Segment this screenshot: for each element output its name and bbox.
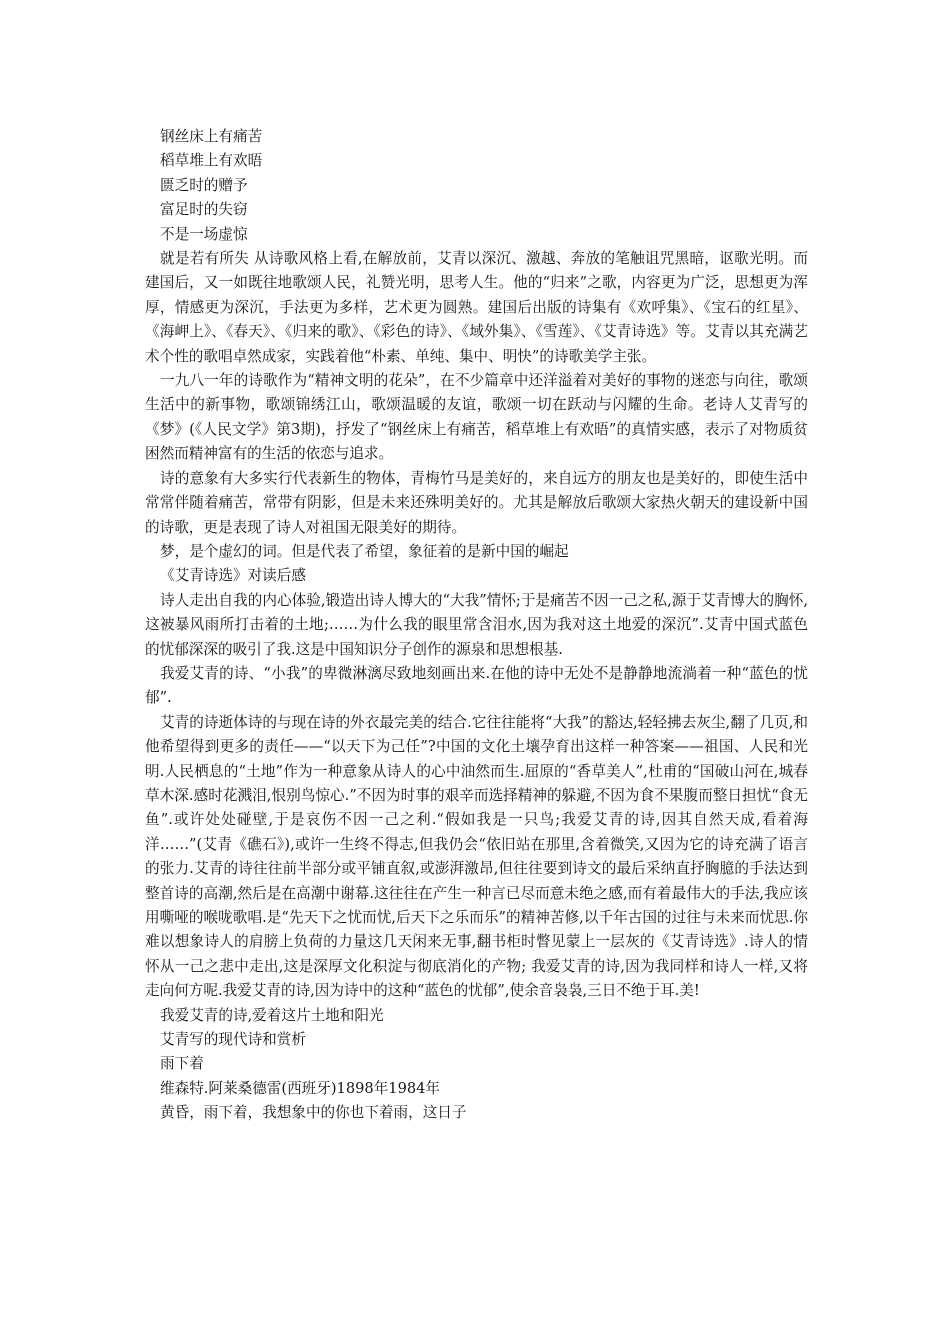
section-title-review: 《艾青诗选》对读后感: [160, 567, 306, 585]
paragraph-small-self: 我爱艾青的诗、“小我”的卑微淋漓尽致地刻画出来.在他的诗中无处不是静静地流淌着一种“蓝色的忧郁”.: [145, 664, 808, 707]
section-title-modern-poems: 艾青写的现代诗和赏析: [160, 1031, 306, 1049]
paragraph-1981: 一九八一年的诗歌作为“精神文明的花朵”，在不少篇章中还洋溢着对美好的事物的迷恋与向往，歌颂生活中的新事物，歌颂锦绣江山，歌颂温暖的友谊，歌颂一切在跃动与闪耀的生命。老诗人艾青写的《梦》(《人民文学》第3期)，抒发了“钢丝床上有痛苦，稻草堆上有欢晤”的真情实感，表示了对物质贫困然而精神富有的生活的依恋与追求。: [145, 372, 808, 463]
poem-line: 匮乏时的赠予: [160, 176, 248, 194]
poem-line: 稻草堆上有欢晤: [160, 152, 263, 170]
document-page: [145, 125, 808, 1126]
poem-line: 钢丝床上有痛苦: [160, 128, 263, 145]
closing-line: 我爱艾青的诗,爱着这片土地和阳光: [160, 1006, 384, 1024]
paragraph-style: 就是若有所失 从诗歌风格上看,在解放前，艾青以深沉、激越、奔放的笔触诅咒黑暗，讴歌光明。而建国后，又一如既往地歌颂人民，礼赞光明，思考人生。他的“归来”之歌，内容更为广泛，思想更为浑厚，情感更为深沉，手法更为多样，艺术更为圆熟。建国后出版的诗集有《欢呼集》、《宝石的红星》、《海岬上》、《春天》、《归来的歌》、《彩色的诗》、《域外集》、《雪莲》、《艾青诗选》等。艾青以其充满艺术个性的歌唱卓然成家，实践着他“朴素、单纯、集中、明快”的诗歌美学主张。: [145, 250, 808, 365]
poem-line: 富足时的失窃: [160, 201, 248, 219]
paragraph-long-essay: 艾青的诗逝体诗的与现在诗的外衣最完美的结合.它往往能将“大我”的豁达,轻轻拂去灰尘,翻了几页,和他希望得到更多的责任——“以天下为己任”?中国的文化土壤孕育出这样一种答案——祖国、人民和光明.人民栖息的“土地”作为一种意象从诗人的心中油然而生.屈原的“香草美人”,杜甫的“国破山河在,城春草木深.感时花溅泪,恨别鸟惊心.”不因为时事的艰辛而选择精神的躲避,不因为食不果腹而整日担忧“食无鱼”.或许处处碰壁,于是哀伤不因一己之利.“假如我是一只鸟;我爱艾青的诗,因其自然天成,看着海洋……”(艾青《礁石》),或许一生终不得志,但我仍会“依旧站在那里,含着微笑,又因为它的诗充满了语言的张力.艾青的诗往往前半部分或平铺直叙,或澎湃激昂,但往往要到诗文的最后采纳直抒胸臆的手法达到整首诗的高潮,然后是在高潮中谢幕.这往往在产生一种言已尽而意未绝之感,而有着最伟大的手法,我应该用嘶哑的喉咙歌唱.是“先天下之忧而忧,后天下之乐而乐”的精神苦修,以千年古国的过往与未来而忧思.你难以想象诗人的肩膀上负荷的力量这几天闲来无事,翻书柜时瞥见蒙上一层灰的《艾青诗选》.诗人的情怀从一己之悲中走出,这是深厚文化积淀与彻底消化的产物; 我爱艾青的诗,因为我同样和诗人一样,又将走向何方呢.我爱艾青的诗,因为诗中的这种“蓝色的忧郁”,使余音袅袅,三日不绝于耳.美!: [145, 713, 808, 1000]
poem-line: 不是一场虚惊: [160, 225, 248, 243]
poem-author: 维森特.阿莱桑德雷(西班牙)1898年1984年: [160, 1079, 441, 1097]
paragraph-imagery: 诗的意象有大多实行代表新生的物体，青梅竹马是美好的，来自远方的朋友也是美好的，即使生活中常常伴随着痛苦，常带有阴影，但是未来还殊明美好的。尤其是解放后歌颂大家热火朝天的建设新中国的诗歌，更是表现了诗人对祖国无限美好的期待。: [145, 469, 808, 536]
poem-title: 雨下着: [160, 1055, 204, 1073]
poem-line: 黄昏，雨下着，我想象中的你也下着雨，这日子: [160, 1104, 467, 1122]
paragraph-dream: 梦，是个虚幻的词。但是代表了希望，象征着的是新中国的崛起: [160, 542, 569, 560]
paragraph-big-self: 诗人走出自我的内心体验,锻造出诗人博大的“大我”情怀;于是痛苦不因一己之私,源于艾青博大的胸怀,这被暴风雨所打击着的土地;……为什么我的眼里常含泪水,因为我对这土地爱的深沉”.艾青中国式蓝色的忧郁深深的吸引了我.这是中国知识分子创作的源泉和思想根基.: [145, 591, 808, 658]
